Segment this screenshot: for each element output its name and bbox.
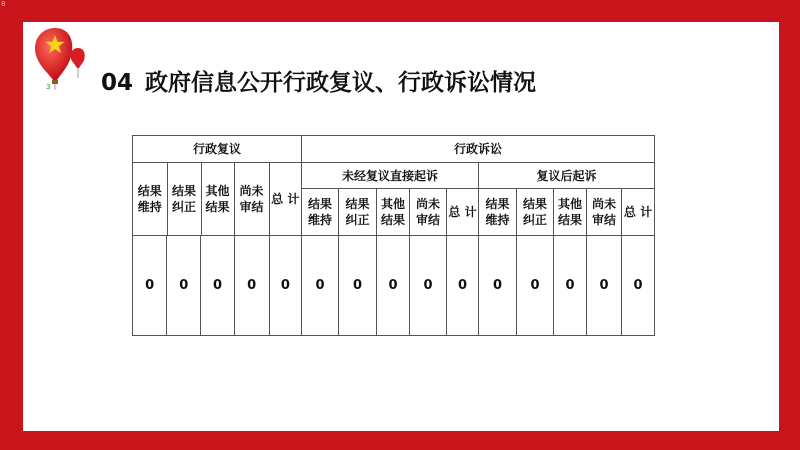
value-cell: 0 <box>587 236 622 336</box>
value-cell: 0 <box>447 236 479 336</box>
column-header-corrected: 结果 纠正 <box>167 163 201 235</box>
value-cell: 0 <box>479 236 517 336</box>
value-cell: 0 <box>302 236 339 336</box>
column-header-upheld: 结果 维持 <box>302 189 339 236</box>
page-number: 8 <box>1 0 6 8</box>
large-balloon-shape <box>35 28 72 80</box>
column-header-total: 总 计 <box>447 189 479 236</box>
column-header-pending: 尚未 审结 <box>234 163 269 235</box>
column-header-pending: 尚未 审结 <box>410 189 447 236</box>
column-header-other: 其他 结果 <box>377 189 410 236</box>
value-cell: 0 <box>339 236 377 336</box>
column-header-total: 总 计 <box>622 189 655 236</box>
value-cell: 0 <box>133 236 167 336</box>
value-cell: 0 <box>167 236 201 336</box>
value-cell: 0 <box>234 236 269 336</box>
title-number: 04 <box>101 70 134 96</box>
disclosure-review-litigation-table <box>132 135 655 336</box>
value-cell: 0 <box>622 236 655 336</box>
column-header-corrected: 结果 纠正 <box>339 189 377 236</box>
subgroup-header-direct-suit: 未经复议直接起诉 <box>302 163 479 189</box>
value-cell: 0 <box>201 236 234 336</box>
subgroup-header-after-review: 复议后起诉 <box>479 163 655 189</box>
balloon-icon <box>33 26 97 96</box>
column-header-upheld: 结果 维持 <box>479 189 517 236</box>
admin-review-column-headers <box>133 163 302 236</box>
column-header-pending: 尚未 审结 <box>587 189 622 236</box>
title-text: 政府信息公开行政复议、行政诉讼情况 <box>145 70 537 96</box>
column-header-other: 其他 结果 <box>201 163 234 235</box>
balloon-label: 3 <box>46 83 51 91</box>
value-cell: 0 <box>517 236 554 336</box>
page-title <box>101 66 536 100</box>
value-cell: 0 <box>269 236 301 336</box>
column-header-corrected: 结果 纠正 <box>517 189 554 236</box>
group-header-admin-review: 行政复议 <box>133 136 302 163</box>
group-header-litigation: 行政诉讼 <box>302 136 655 163</box>
column-header-other: 其他 结果 <box>554 189 587 236</box>
column-header-upheld: 结果 维持 <box>133 163 167 235</box>
column-header-total: 总 计 <box>271 192 300 206</box>
value-cell: 0 <box>554 236 587 336</box>
value-cell: 0 <box>410 236 447 336</box>
value-cell: 0 <box>377 236 410 336</box>
small-balloon-shape <box>71 48 85 68</box>
